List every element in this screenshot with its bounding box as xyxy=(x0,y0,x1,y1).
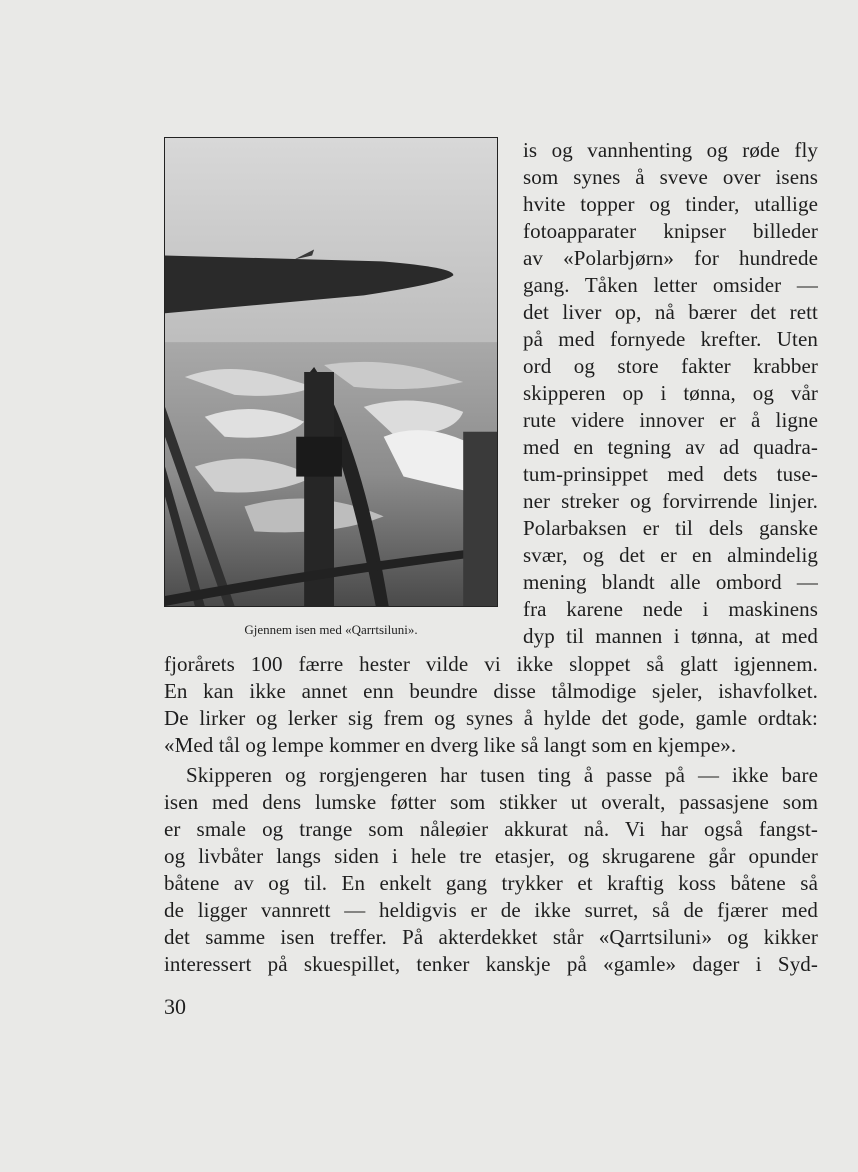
column-line: som synes å sveve over isens xyxy=(523,165,818,189)
page-number: 30 xyxy=(164,994,186,1019)
body-line: og livbåter langs siden i hele tre etasjer, og skrugarene går opunder xyxy=(164,844,818,868)
photograph-ship-in-ice xyxy=(164,137,498,607)
column-line: skipperen op i tønna, og vår xyxy=(523,381,818,405)
column-line: rute videre innover er å ligne xyxy=(523,408,818,432)
column-line: ner streker og forvirrende linjer. xyxy=(523,489,818,513)
column-line: Polarbaksen er til dels ganske xyxy=(523,516,818,540)
body-line: det samme isen treffer. På akterdekket står «Qarrtsiluni» og kikker xyxy=(164,925,818,949)
body-line: interessert på skuespillet, tenker kanskje på «gamle» dager i Syd- xyxy=(164,952,818,976)
body-line: er smale og trange som nåleøier akkurat nå. Vi har også fangst- xyxy=(164,817,818,841)
body-line: fjorårets 100 færre hester vilde vi ikke sloppet så glatt igjennem. xyxy=(164,652,818,676)
column-line: fra karene nede i maskinens xyxy=(523,597,818,621)
column-line: is og vannhenting og røde fly xyxy=(523,138,818,162)
body-line: de ligger vannrett — heldigvis er de ikke surret, så de fjærer med xyxy=(164,898,818,922)
body-line: En kan ikke annet enn beundre disse tålmodige sjeler, ishavfolket. xyxy=(164,679,818,703)
body-line: isen med dens lumske føtter som stikker ut overalt, passasjene som xyxy=(164,790,818,814)
column-line: mening blandt alle ombord — xyxy=(523,570,818,594)
body-line: båtene av og til. En enkelt gang trykker et kraftig koss båtene så xyxy=(164,871,818,895)
column-line: med en tegning av ad quadra- xyxy=(523,435,818,459)
figure-caption: Gjennem isen med «Qarrtsiluni». xyxy=(244,622,418,637)
column-line: tum-prinsippet med dets tuse- xyxy=(523,462,818,486)
body-line: De lirker og lerker sig frem og synes å hylde det gode, gamle ordtak: xyxy=(164,706,818,730)
column-line: på med fornyede krefter. Uten xyxy=(523,327,818,351)
column-line: av «Polarbjørn» for hundrede xyxy=(523,246,818,270)
column-line: hvite topper og tinder, utallige xyxy=(523,192,818,216)
column-line: dyp til mannen i tønna, at med xyxy=(523,624,818,648)
body-line: «Med tål og lempe kommer en dverg like så langt som en kjempe». xyxy=(164,733,737,757)
photo-illustration xyxy=(165,138,497,606)
column-line: ord og store fakter krabber xyxy=(523,354,818,378)
column-line: gang. Tåken letter omsider — xyxy=(523,273,818,297)
body-line: Skipperen og rorgjengeren har tusen ting å passe på — ikke bare xyxy=(186,763,818,787)
column-line: fotoapparater knipser billeder xyxy=(523,219,818,243)
column-line: svær, og det er en almindelig xyxy=(523,543,818,567)
column-line: det liver op, nå bærer det rett xyxy=(523,300,818,324)
